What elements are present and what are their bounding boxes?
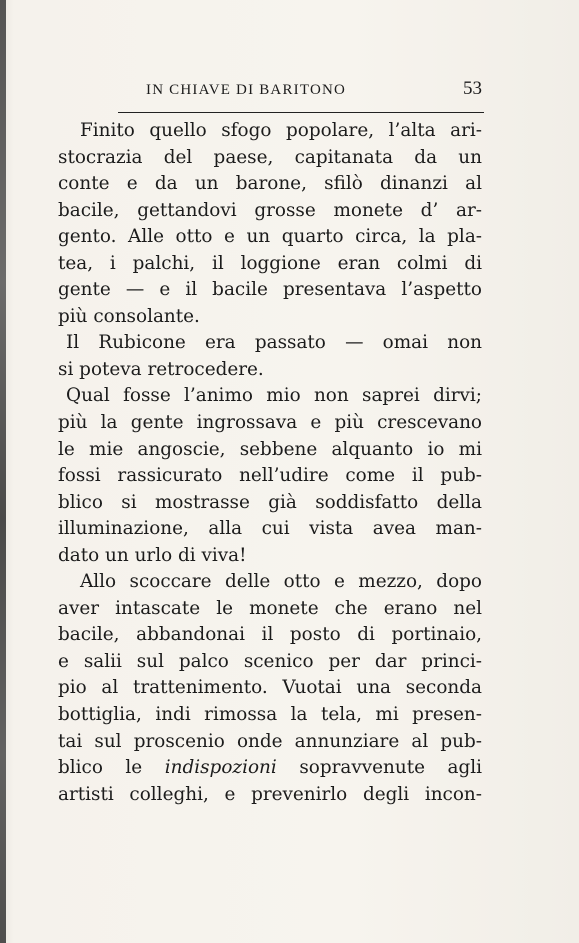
text-line: più consolante. <box>58 305 200 327</box>
text-line: Qual fosse l’animo mio non saprei dirvi; <box>66 385 482 407</box>
text-line: blico si mostrasse già soddisfatto della <box>58 491 482 513</box>
text-line: bottiglia, indi rimossa la tela, mi presen- <box>58 704 482 726</box>
body-text <box>58 118 482 808</box>
text-line: bacile, abbandonai il posto di portinaio, <box>58 624 482 646</box>
text-line: Allo scoccare delle otto e mezzo, dopo <box>80 571 482 593</box>
italic-word: indispozioni <box>164 757 277 779</box>
header-rule <box>118 112 484 113</box>
text-fragment: blico le <box>58 757 143 779</box>
text-line: tai sul proscenio onde annunziare al pub- <box>58 730 482 752</box>
text-line: le mie angoscie, sebbene alquanto io mi <box>58 438 482 460</box>
page-header <box>60 80 484 104</box>
running-title: IN CHIAVE DI BARITONO <box>146 82 347 98</box>
text-line: tea, i palchi, il loggione eran colmi di <box>58 252 482 274</box>
text-line: illuminazione, alla cui vista avea man- <box>58 518 482 540</box>
text-line: più la gente ingrossava e più crescevano <box>58 412 482 434</box>
page-number: 53 <box>463 78 482 99</box>
text-line: stocrazia del paese, capitanata da un <box>58 146 482 168</box>
text-line: conte e da un barone, sfilò dinanzi al <box>58 173 482 195</box>
page-binding-edge <box>0 0 6 943</box>
text-line: e salii sul palco scenico per dar princi- <box>58 650 482 672</box>
text-line <box>58 755 482 782</box>
text-line: si poteva retrocedere. <box>58 358 264 380</box>
text-line: pio al trattenimento. Vuotai una seconda <box>58 677 482 699</box>
text-line: Finito quello sfogo popolare, l’alta ari- <box>80 120 482 141</box>
text-line: artisti colleghi, e prevenirlo degli incon- <box>58 783 482 805</box>
text-line: gente — e il bacile presentava l’aspetto <box>58 279 482 301</box>
text-line: dato un urlo di viva! <box>58 544 247 566</box>
text-line: fossi rassicurato nell’udire come il pub- <box>58 465 482 487</box>
text-line: gento. Alle otto e un quarto circa, la pla- <box>58 226 482 248</box>
text-line: aver intascate le monete che erano nel <box>58 597 482 619</box>
text-line: bacile, gettandovi grosse monete d’ ar- <box>58 199 482 221</box>
text-line: Il Rubicone era passato — omai non <box>66 332 482 354</box>
text-fragment: sopravvenute agli <box>299 757 482 779</box>
